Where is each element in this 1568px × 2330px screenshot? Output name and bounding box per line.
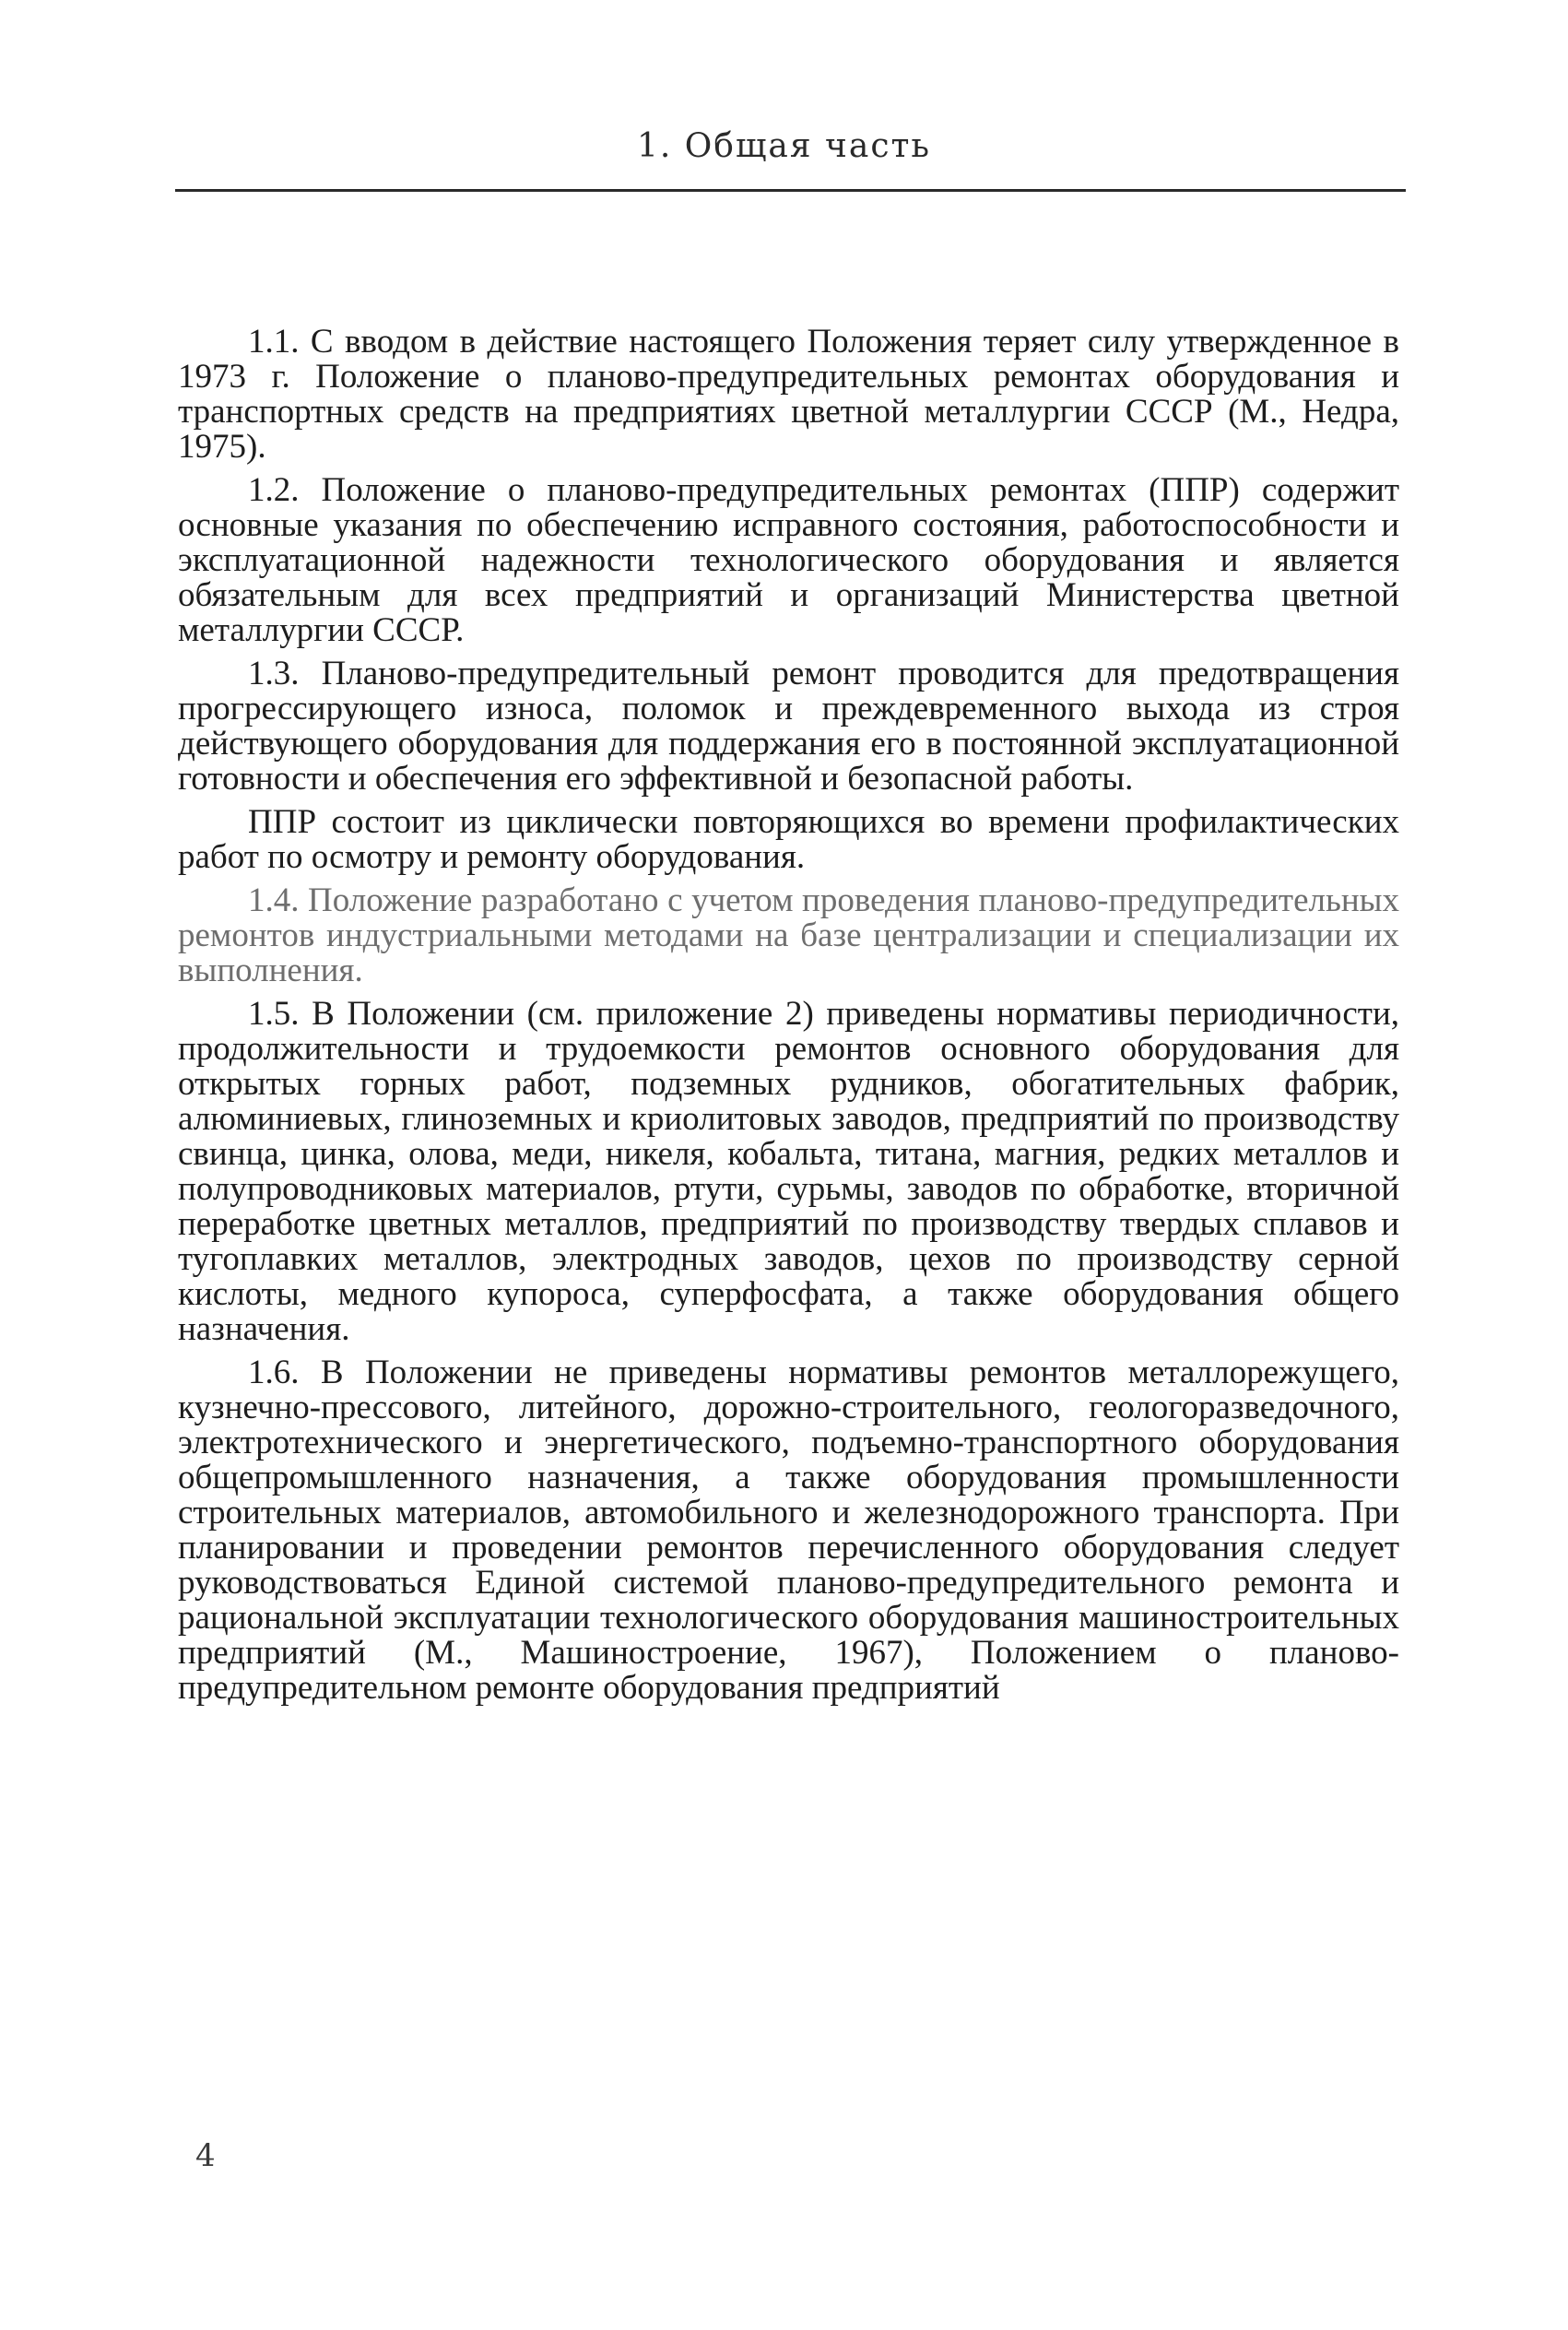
paragraph-1-3: 1.3. Планово-предупредительный ремонт проводится для предотвращения прогрессирующего износа, поломок и преждевременного выхода из строя действующего оборудования для поддержания его в постоянной эксплуатационной готовности и обеспечения его эффективной и безопасной работы. (178, 655, 1399, 798)
paragraph-1-2: 1.2. Положение о планово-предупредительных ремонтах (ППР) содержит основные указания по обеспечению исправного состояния, работоспособности и эксплуатационной надежности технологического оборудования и является обязательным для всех предприятий и организаций Министерства цветной металлургии СССР. (178, 471, 1399, 649)
body-text (178, 325, 1399, 1714)
section-title: 1. Общая часть (636, 127, 931, 165)
header-rule (175, 189, 1406, 192)
paragraph-1-6: 1.6. В Положении не приведены нормативы ремонтов металлорежущего, кузнечно-прессового, литейного, дорожно-строительного, геологоразведочного, электротехнического и энергетического, подъемно-транспортного оборудования общепромышленного назначения, а также оборудования промышленности строительных материалов, автомобильного и железнодорожного транспорта. При планировании и проведении ремонтов перечисленного оборудования следует руководствоваться Единой системой планово-предупредительного ремонта и рациональной эксплуатации технологического оборудования машиностроительных предприятий (М., Машиностроение, 1967), Положением о планово-предупредительном ремонте оборудования предприятий (178, 1354, 1399, 1707)
paragraph-1-5: 1.5. В Положении (см. приложение 2) приведены нормативы периодичности, продолжительности и трудоемкости ремонтов основного оборудования для открытых горных работ, подземных рудников, обогатительных фабрик, алюминиевых, глиноземных и криолитовых заводов, предприятий по производству свинца, цинка, олова, меди, никеля, кобальта, титана, магния, редких металлов и полупроводниковых материалов, ртути, сурьмы, заводов по обработке, вторичной переработке цветных металлов, предприятий по производству твердых сплавов и тугоплавких металлов, электродных заводов, цехов по производству серной кислоты, медного купороса, суперфосфата, а также оборудования общего назначения. (178, 995, 1399, 1348)
paragraph-ppr: ППР состоит из циклически повторяющихся во времени профилактических работ по осмотру и ремонту оборудования. (178, 803, 1399, 876)
paragraph-1-1: 1.1. С вводом в действие настоящего Положения теряет силу утвержденное в 1973 г. Положение о планово-предупредительных ремонтах оборудования и транспортных средств на предприятиях цветной металлургии СССР (М., Недра, 1975). (178, 323, 1399, 466)
page-number: 4 (195, 2137, 216, 2174)
paragraph-1-4: 1.4. Положение разработано с учетом проведения планово-предупредительных ремонтов индустриальными методами на базе централизации и специализации их выполнения. (178, 881, 1399, 989)
